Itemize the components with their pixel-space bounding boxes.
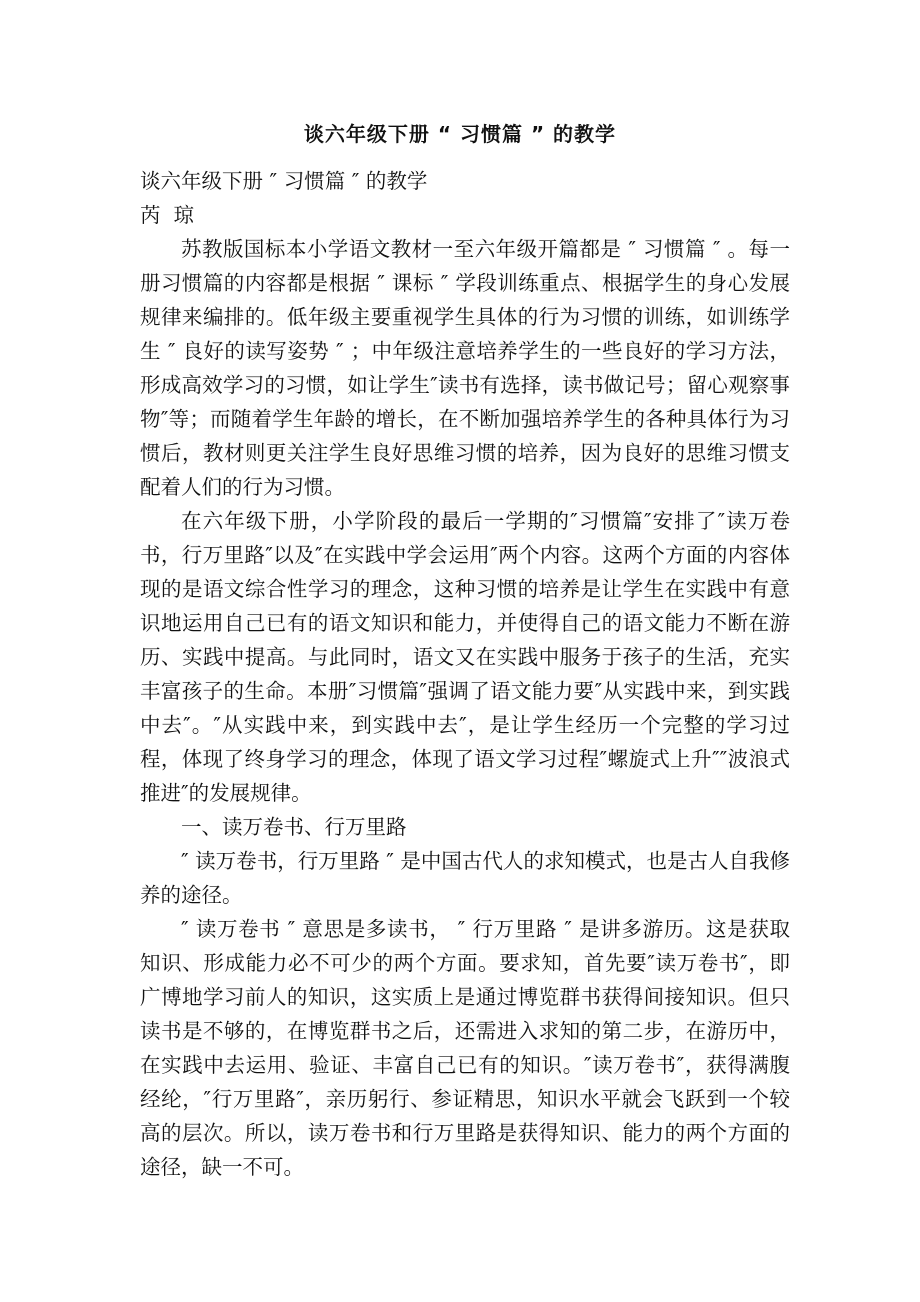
document-subtitle: 谈六年级下册 ″ 习惯篇 ″ 的教学	[140, 169, 428, 193]
document-body	[140, 164, 790, 1184]
paragraph-reading-travel: ″ 读万卷书 ″ 意思是多读书， ″ 行万里路 ″ 是讲多游历。这是获取知识、形成能力必不可少的两个方面。要求知，首先要″读万卷书″，即广博地学习前人的知识，这实质上是通过博览群书获得间接知识。但只读书是不够的，在博览群书之后，还需进入求知的第二步，在游历中，在实践中去运用、验证、丰富自己已有的知识。″读万卷书″，获得满腹经纶，″行万里路″，亲历躬行、参证精思，知识水平就会飞跃到一个较高的层次。所以，读万卷书和行万里路是获得知识、能力的两个方面的途径，缺一不可。	[140, 917, 790, 1179]
document-title: 谈六年级下册 “ 习惯篇 ” 的教学	[303, 122, 617, 146]
paragraph-grade-six: 在六年级下册，小学阶段的最后一学期的″习惯篇″安排了″读万卷书，行万里路″以及″在实践中学会运用″两个内容。这两个方面的内容体现的是语文综合性学习的理念，这种习惯的培养是让学生在实践中有意识地运用自己已有的语文知识和能力，并使得自己的语文能力不断在游历、实践中提高。与此同时，语文又在实践中服务于孩子的生活，充实丰富孩子的生命。本册″习惯篇″强调了语文能力要″从实践中来，到实践中去″。″从实践中来，到实践中去″，是让学生经历一个完整的学习过程，体现了终身学习的理念，体现了语文学习过程″螺旋式上升″″波浪式推进″的发展规律。	[140, 509, 790, 805]
paragraph-ancient-mode: ″ 读万卷书，行万里路 ″ 是中国古代人的求知模式，也是古人自我修养的途径。	[140, 849, 790, 907]
section-heading: 一、读万卷书、行万里路	[181, 815, 407, 839]
document-author: 芮 琼	[140, 203, 195, 227]
paragraph-intro: 苏教版国标本小学语文教材一至六年级开篇都是 ″ 习惯篇 ″ 。每一册习惯篇的内容都是根据 ″ 课标 ″ 学段训练重点、根据学生的身心发展规律来编排的。低年级主要重视学生具体的行为习惯的训练，如训练学生 ″ 良好的读写姿势 ″ ；中年级注意培养学生的一些良好的学习方法，形成高效学习的习惯，如让学生″读书有选择，读书做记号；留心观察事物″等；而随着学生年龄的增长，在不断加强培养学生的各种具体行为习惯后，教材则更关注学生良好思维习惯的培养，因为良好的思维习惯支配着人们的行为习惯。	[140, 237, 790, 499]
